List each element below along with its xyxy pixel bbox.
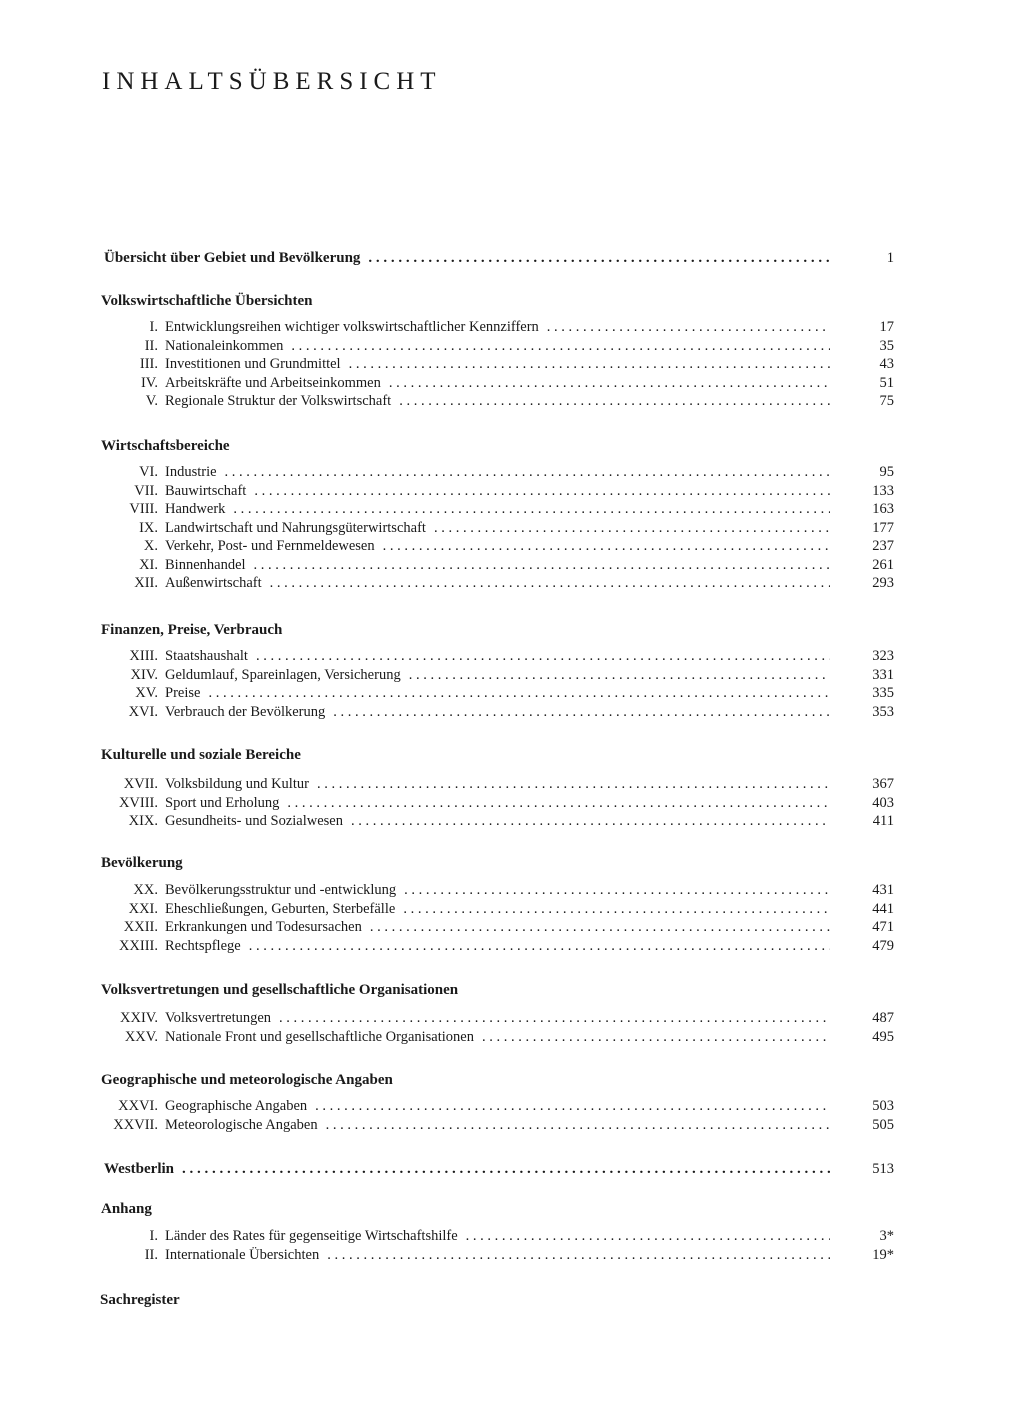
entry-label: Außenwirtschaft . . .	[165, 574, 894, 593]
entry-label: Binnenhandel . . .	[165, 556, 894, 575]
entry-page: 51	[830, 374, 894, 393]
entry-number: VI.	[139, 464, 158, 480]
entry-page: 3*	[830, 1227, 894, 1246]
entry-label: Investitionen und Grundmittel . . .	[165, 355, 894, 374]
section-heading: Kulturelle und soziale Bereiche	[101, 747, 301, 763]
toc-entry[interactable]	[0, 1160, 1024, 1179]
entry-page: 95	[830, 463, 894, 482]
entry-number: II.	[144, 1246, 158, 1263]
toc-entry[interactable]	[0, 666, 1024, 685]
toc-entry[interactable]	[0, 318, 1024, 337]
toc-entry[interactable]	[0, 794, 1024, 813]
section-heading: Finanzen, Preise, Verbrauch	[101, 622, 283, 638]
toc-entry[interactable]	[0, 249, 1024, 268]
entry-page: 471	[830, 918, 894, 937]
entry-label: Verbrauch der Bevölkerung . . .	[165, 703, 894, 722]
entry-number: XVII.	[123, 776, 158, 792]
toc-entry[interactable]	[0, 1028, 1024, 1047]
section-heading: Bevölkerung	[101, 855, 183, 871]
toc-entry[interactable]	[0, 703, 1024, 722]
toc-entry[interactable]	[0, 647, 1024, 666]
entry-page: 495	[830, 1028, 894, 1047]
entry-number: XX.	[133, 882, 158, 898]
toc-entry[interactable]	[0, 1009, 1024, 1028]
entry-label: Übersicht über Gebiet und Bevölkerung . . .	[104, 249, 894, 268]
entry-page: 479	[830, 937, 894, 956]
page-title: INHALTSÜBERSICHT	[102, 68, 442, 95]
entry-label: Verkehr, Post- und Fernmeldewesen . . .	[165, 537, 894, 556]
entry-number: IV.	[140, 374, 158, 391]
entry-label: Westberlin . . .	[104, 1160, 894, 1179]
entry-number: XIII.	[129, 648, 158, 664]
toc-entry[interactable]	[0, 374, 1024, 393]
entry-page: 133	[830, 482, 894, 501]
entry-page: 177	[830, 519, 894, 538]
entry-number: XIX.	[128, 813, 158, 829]
entry-page: 353	[830, 703, 894, 722]
entry-number: VIII.	[129, 501, 158, 517]
entry-label: Volksbildung und Kultur . . .	[165, 775, 894, 794]
entry-page: 75	[830, 392, 894, 411]
entry-label: Eheschließungen, Geburten, Sterbefälle . . .	[165, 900, 894, 919]
entry-number: XXIII.	[118, 937, 158, 954]
toc-entry[interactable]	[0, 574, 1024, 593]
entry-page: 293	[830, 574, 894, 593]
entry-label: Handwerk . . .	[165, 500, 894, 519]
entry-page: 487	[830, 1009, 894, 1028]
entry-page: 19*	[830, 1246, 894, 1265]
toc-entry[interactable]	[0, 881, 1024, 900]
toc-entry[interactable]	[0, 337, 1024, 356]
entry-label: Geographische Angaben . . .	[165, 1097, 894, 1116]
entry-number: I.	[149, 319, 158, 335]
entry-label: Regionale Struktur der Volkswirtschaft . . .	[165, 392, 894, 411]
toc-entry[interactable]	[0, 537, 1024, 556]
entry-number: XIV.	[130, 666, 158, 683]
toc-entry[interactable]	[0, 1097, 1024, 1116]
entry-page: 43	[830, 355, 894, 374]
toc-entry[interactable]	[0, 684, 1024, 703]
toc-entry[interactable]	[0, 918, 1024, 937]
entry-number: XXIV.	[120, 1010, 158, 1026]
entry-number: XV.	[135, 685, 158, 701]
toc-entry[interactable]	[0, 355, 1024, 374]
entry-label: Länder des Rates für gegenseitige Wirtschaftshilfe . . .	[165, 1227, 894, 1246]
toc-entry[interactable]	[0, 500, 1024, 519]
toc-entry[interactable]	[0, 900, 1024, 919]
toc-entry[interactable]	[0, 1246, 1024, 1265]
entry-number: XXI.	[128, 900, 158, 917]
toc-entry[interactable]	[0, 463, 1024, 482]
entry-label: Erkrankungen und Todesursachen . . .	[165, 918, 894, 937]
entry-label: Sport und Erholung . . .	[165, 794, 894, 813]
toc-entry[interactable]	[0, 1116, 1024, 1135]
entry-number: I.	[149, 1228, 158, 1244]
entry-label: Landwirtschaft und Nahrungsgüterwirtschaft . . .	[165, 519, 894, 538]
anhang-heading: Anhang	[101, 1201, 152, 1217]
entry-number: XI.	[139, 556, 158, 573]
entry-label: Meteorologische Angaben . . .	[165, 1116, 894, 1135]
entry-number: V.	[145, 393, 158, 409]
toc-entry[interactable]	[0, 392, 1024, 411]
entry-label: Rechtspflege . . .	[165, 937, 894, 956]
toc-entry[interactable]	[0, 812, 1024, 831]
toc-entry[interactable]	[0, 482, 1024, 501]
entry-page: 261	[830, 556, 894, 575]
toc-entry[interactable]	[0, 519, 1024, 538]
entry-number: XII.	[134, 575, 158, 591]
entry-label: Internationale Übersichten . . .	[165, 1246, 894, 1265]
entry-number: XXII.	[123, 919, 158, 935]
entry-page: 505	[830, 1116, 894, 1135]
entry-label: Staatshaushalt . . .	[165, 647, 894, 666]
section-heading: Volkswirtschaftliche Übersichten	[101, 293, 313, 309]
entry-label: Nationaleinkommen . . .	[165, 337, 894, 356]
section-heading: Geographische und meteorologische Angaben	[101, 1072, 393, 1088]
entry-page: 17	[830, 318, 894, 337]
entry-page: 513	[830, 1160, 894, 1179]
entry-label: Bevölkerungsstruktur und -entwicklung . . .	[165, 881, 894, 900]
entry-page: 331	[830, 666, 894, 685]
entry-label: Arbeitskräfte und Arbeitseinkommen . . .	[165, 374, 894, 393]
entry-page: 35	[830, 337, 894, 356]
entry-page: 1	[830, 249, 894, 268]
register-heading: Sachregister	[100, 1292, 180, 1308]
entry-page: 403	[830, 794, 894, 813]
toc-entry[interactable]	[0, 1227, 1024, 1246]
entry-label: Entwicklungsreihen wichtiger volkswirtschaftlicher Kennziffern . . .	[165, 318, 894, 337]
entry-page: 163	[830, 500, 894, 519]
section-heading: Wirtschaftsbereiche	[101, 438, 230, 454]
entry-page: 335	[830, 684, 894, 703]
entry-label: Preise . . .	[165, 684, 894, 703]
entry-page: 411	[830, 812, 894, 831]
entry-page: 323	[830, 647, 894, 666]
entry-label: Gesundheits- und Sozialwesen . . .	[165, 812, 894, 831]
entry-page: 431	[830, 881, 894, 900]
toc-entry[interactable]	[0, 556, 1024, 575]
entry-page: 503	[830, 1097, 894, 1116]
entry-page: 367	[830, 775, 894, 794]
entry-number: VII.	[134, 482, 158, 499]
entry-label: Geldumlauf, Spareinlagen, Versicherung . . .	[165, 666, 894, 685]
entry-page: 237	[830, 537, 894, 556]
toc-entry[interactable]	[0, 775, 1024, 794]
entry-number: XXVI.	[118, 1098, 158, 1114]
entry-number: II.	[144, 337, 158, 354]
entry-label: Bauwirtschaft . . .	[165, 482, 894, 501]
entry-number: IX.	[139, 519, 158, 536]
entry-number: XVIII.	[118, 794, 158, 811]
entry-number: XVI.	[128, 703, 158, 720]
entry-label: Industrie . . .	[165, 463, 894, 482]
entry-label: Nationale Front und gesellschaftliche Organisationen . . .	[165, 1028, 894, 1047]
entry-number: XXV.	[124, 1028, 158, 1045]
entry-page: 441	[830, 900, 894, 919]
entry-number: X.	[143, 538, 158, 554]
entry-number: III.	[139, 356, 158, 372]
section-heading: Volksvertretungen und gesellschaftliche Organisationen	[101, 982, 459, 998]
entry-label: Volksvertretungen . . .	[165, 1009, 894, 1028]
entry-number: XXVII.	[113, 1116, 158, 1133]
toc-entry[interactable]	[0, 937, 1024, 956]
